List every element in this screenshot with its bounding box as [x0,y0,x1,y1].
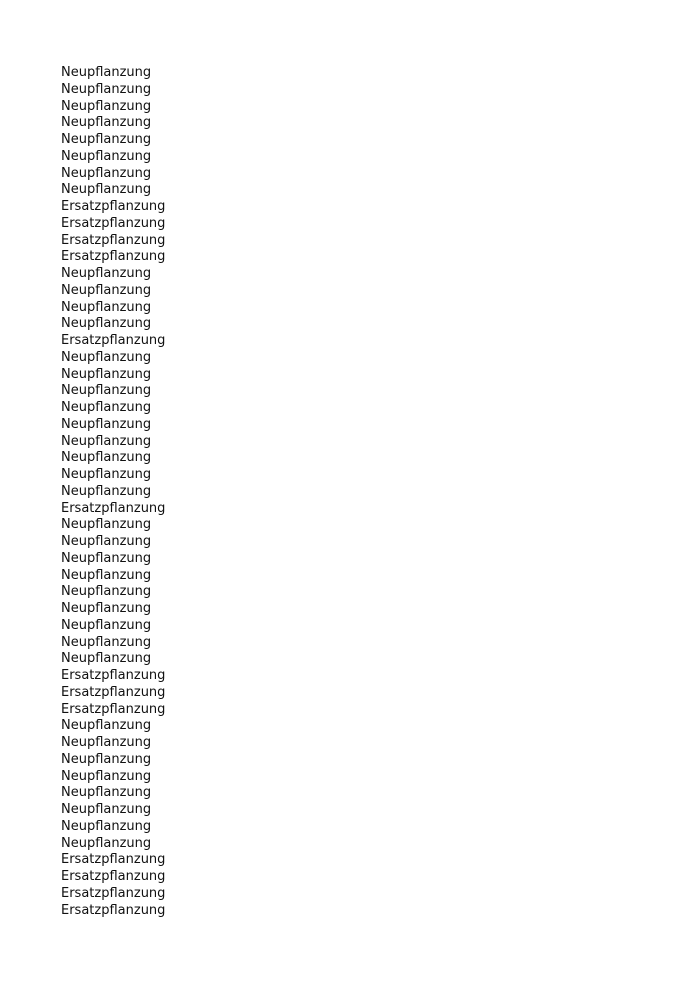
planting-type-entry: Neupflanzung [61,768,152,784]
planting-type-entry: Neupflanzung [61,802,152,817]
planting-type-entry: Ersatzpflanzung [61,885,166,901]
planting-type-entry: Neupflanzung [61,132,152,147]
planting-type-entry: Neupflanzung [61,483,152,499]
planting-type-entry: Ersatzpflanzung [61,333,166,348]
planting-type-entry: Neupflanzung [61,366,152,382]
planting-type-entry: Neupflanzung [61,266,152,281]
planting-type-entry: Neupflanzung [61,735,152,750]
planting-type-entry: Ersatzpflanzung [61,500,166,516]
planting-type-entry: Neupflanzung [61,601,152,616]
planting-type-entry: Neupflanzung [61,299,152,315]
planting-type-entry: Ersatzpflanzung [61,869,166,884]
planting-type-entry: Ersatzpflanzung [61,232,166,248]
planting-type-entry: Neupflanzung [61,115,152,131]
planting-type-entry: Neupflanzung [61,349,152,365]
planting-type-entry: Ersatzpflanzung [61,249,166,265]
planting-type-entry: Neupflanzung [61,567,152,583]
planting-type-entry: Neupflanzung [61,98,152,114]
planting-type-entry: Ersatzpflanzung [61,701,166,717]
planting-type-entry: Neupflanzung [61,634,152,650]
planting-type-entry: Neupflanzung [61,450,152,466]
planting-type-entry: Neupflanzung [61,818,152,834]
planting-type-entry: Ersatzpflanzung [61,199,166,214]
planting-type-entry: Neupflanzung [61,182,152,198]
planting-type-entry: Neupflanzung [61,751,152,767]
planting-type-entry: Neupflanzung [61,467,152,482]
planting-type-entry: Neupflanzung [61,651,152,667]
planting-type-entry: Neupflanzung [61,550,152,566]
planting-type-entry: Neupflanzung [61,165,152,181]
planting-type-entry: Neupflanzung [61,416,152,432]
planting-type-entry: Ersatzpflanzung [61,668,166,683]
planting-type-entry: Neupflanzung [61,400,152,415]
planting-type-entry: Neupflanzung [61,584,152,600]
planting-type-entry: Neupflanzung [61,433,152,449]
planting-type-entry: Ersatzpflanzung [61,215,166,231]
planting-type-list [61,65,165,919]
planting-type-entry: Neupflanzung [61,718,152,734]
planting-type-entry: Neupflanzung [61,617,152,633]
planting-type-entry: Neupflanzung [61,835,152,851]
planting-type-entry: Neupflanzung [61,282,152,298]
planting-type-entry: Neupflanzung [61,517,152,533]
planting-type-entry: Neupflanzung [61,383,152,399]
planting-type-entry: Ersatzpflanzung [61,852,166,868]
planting-type-entry: Ersatzpflanzung [61,684,166,700]
planting-type-entry: Neupflanzung [61,81,152,97]
planting-type-entry: Neupflanzung [61,785,152,801]
planting-type-entry: Neupflanzung [61,148,152,164]
planting-type-entry: Ersatzpflanzung [61,902,166,918]
planting-type-entry: Neupflanzung [61,316,152,332]
planting-type-entry: Neupflanzung [61,534,152,549]
planting-type-entry: Neupflanzung [61,65,152,80]
